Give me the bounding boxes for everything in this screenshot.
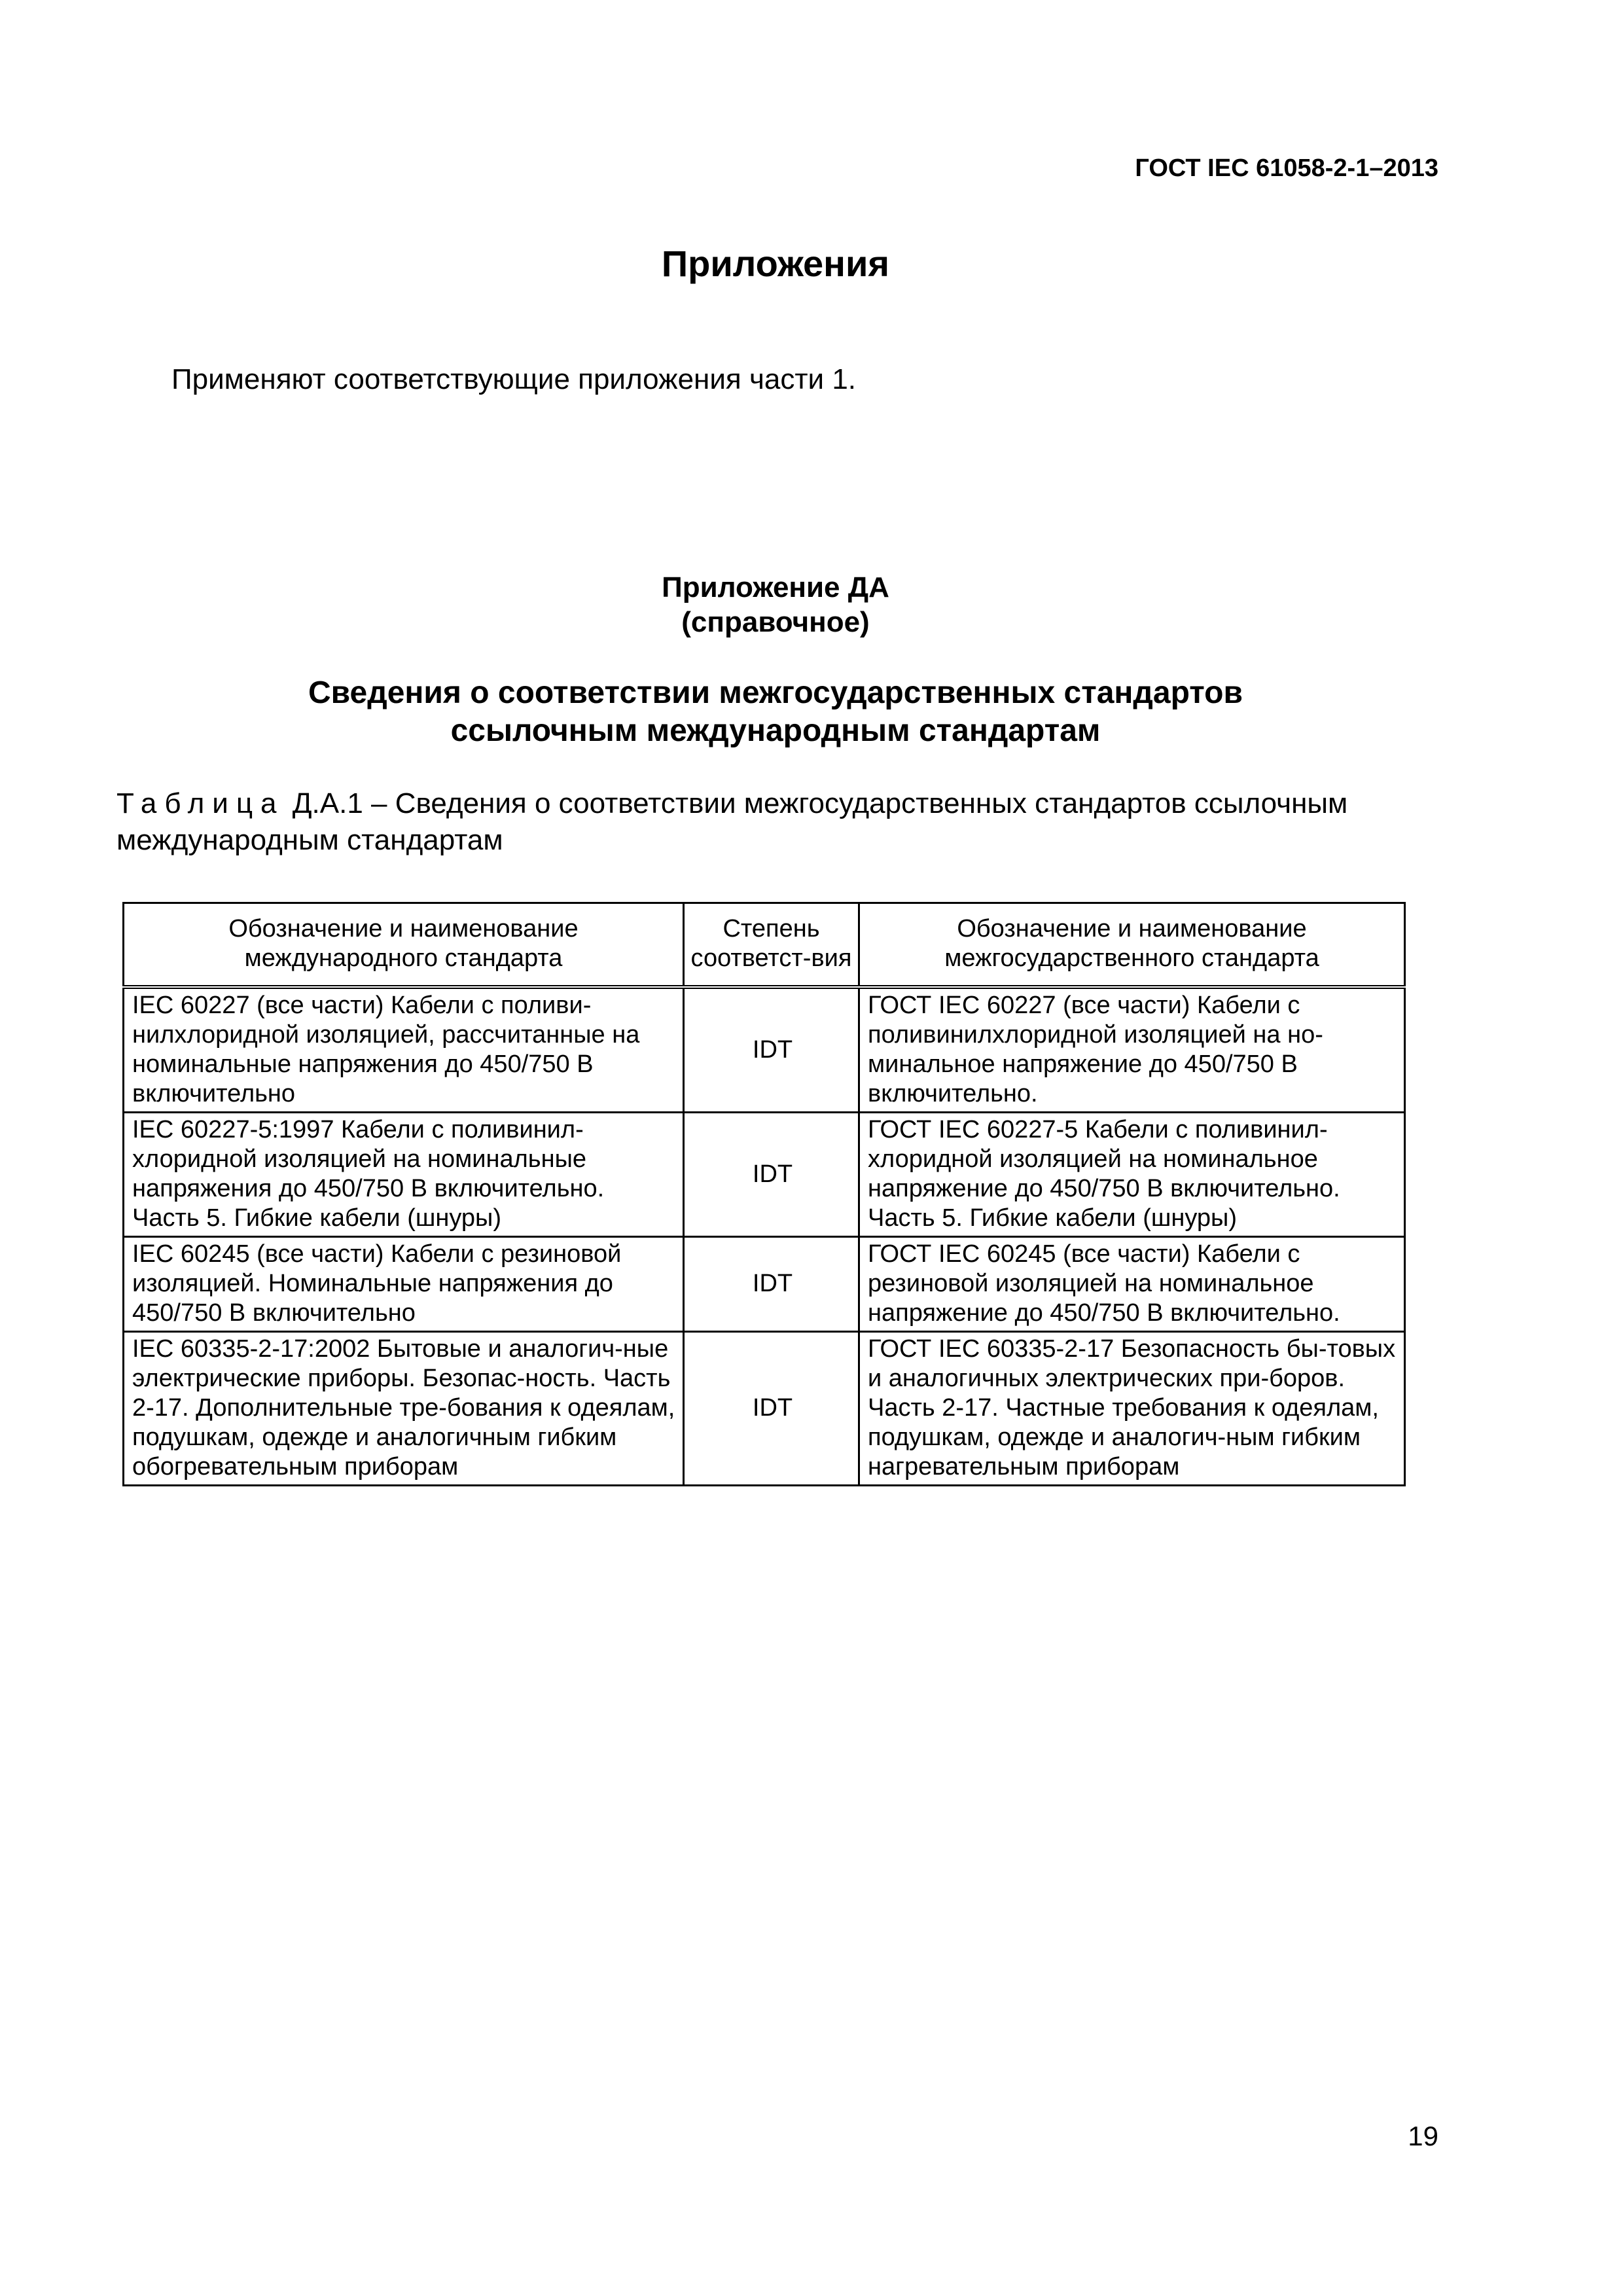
column-header-interstate: Обозначение и наименование межгосударственного стандарта (859, 903, 1405, 988)
annex-heading-line-2: ссылочным международным стандартам (450, 713, 1101, 748)
annex-title: Приложение ДА (662, 571, 889, 603)
interstate-standard-cell: ГОСТ IEC 60227-5 Кабели с поливинил-хлоридной изоляцией на номинальное напряжение до 450/750 В включительно. Часть 5. Гибкие кабели (шнуры) (859, 1113, 1405, 1237)
international-standard-cell: IEC 60227 (все части) Кабели с поливи-нилхлоридной изоляцией, рассчитанные на номинальные напряжения до 450/750 В включительно (124, 987, 684, 1113)
table-caption-text: Д.А.1 – Сведения о соответствии межгосударственных стандартов ссылочным международным стандартам (116, 787, 1348, 856)
table-header-row (124, 903, 1405, 988)
table-row (124, 1113, 1405, 1237)
interstate-standard-cell: ГОСТ IEC 60335-2-17 Безопасность бы-товых и аналогичных электрических при-боров. Часть 2-17. Частные требования к одеялам, подушкам, одежде и аналогич-ным гибким нагревательным приборам (859, 1332, 1405, 1486)
table-row (124, 987, 1405, 1113)
page-number: 19 (1408, 2121, 1438, 2151)
table-row (124, 1332, 1405, 1486)
intro-paragraph: Применяют соответствующие приложения части 1. (171, 363, 857, 395)
international-standard-cell: IEC 60335-2-17:2002 Бытовые и аналогич-ные электрические приборы. Безопас-ность. Часть 2-17. Дополнительные тре-бования к одеялам, подушкам, одежде и аналогичным гибким обогревательным приборам (124, 1332, 684, 1486)
international-standard-cell: IEC 60227-5:1997 Кабели с поливинил-хлоридной изоляцией на номинальные напряжения до 450/750 В включительно. Часть 5. Гибкие кабели (шнуры) (124, 1113, 684, 1237)
document-code: ГОСТ IEC 61058-2-1–2013 (1135, 154, 1438, 182)
interstate-standard-cell: ГОСТ IEC 60227 (все части) Кабели с поливинилхлоридной изоляцией на но-минальное напряжение до 450/750 В включительно. (859, 987, 1405, 1113)
standards-table (122, 902, 1406, 1486)
annex-kind: (справочное) (681, 606, 870, 638)
column-header-international: Обозначение и наименование международного стандарта (124, 903, 684, 988)
table-row (124, 1237, 1405, 1332)
interstate-standard-cell: ГОСТ IEC 60245 (все части) Кабели с резиновой изоляцией на номинальное напряжение до 450/750 В включительно. (859, 1237, 1405, 1332)
annex-heading-line-1: Сведения о соответствии межгосударственных стандартов (308, 675, 1243, 710)
degree-cell: IDT (684, 1332, 859, 1486)
international-standard-cell: IEC 60245 (все части) Кабели с резиновой изоляцией. Номинальные напряжения до 450/750 В включительно (124, 1237, 684, 1332)
degree-cell: IDT (684, 1237, 859, 1332)
column-header-degree: Степень соответст-вия (684, 903, 859, 988)
degree-cell: IDT (684, 1113, 859, 1237)
table-caption-label: Таблица (116, 787, 285, 819)
annex-heading (0, 674, 1551, 750)
degree-cell: IDT (684, 987, 859, 1113)
section-title: Приложения (661, 243, 890, 284)
table-caption (116, 785, 1452, 859)
